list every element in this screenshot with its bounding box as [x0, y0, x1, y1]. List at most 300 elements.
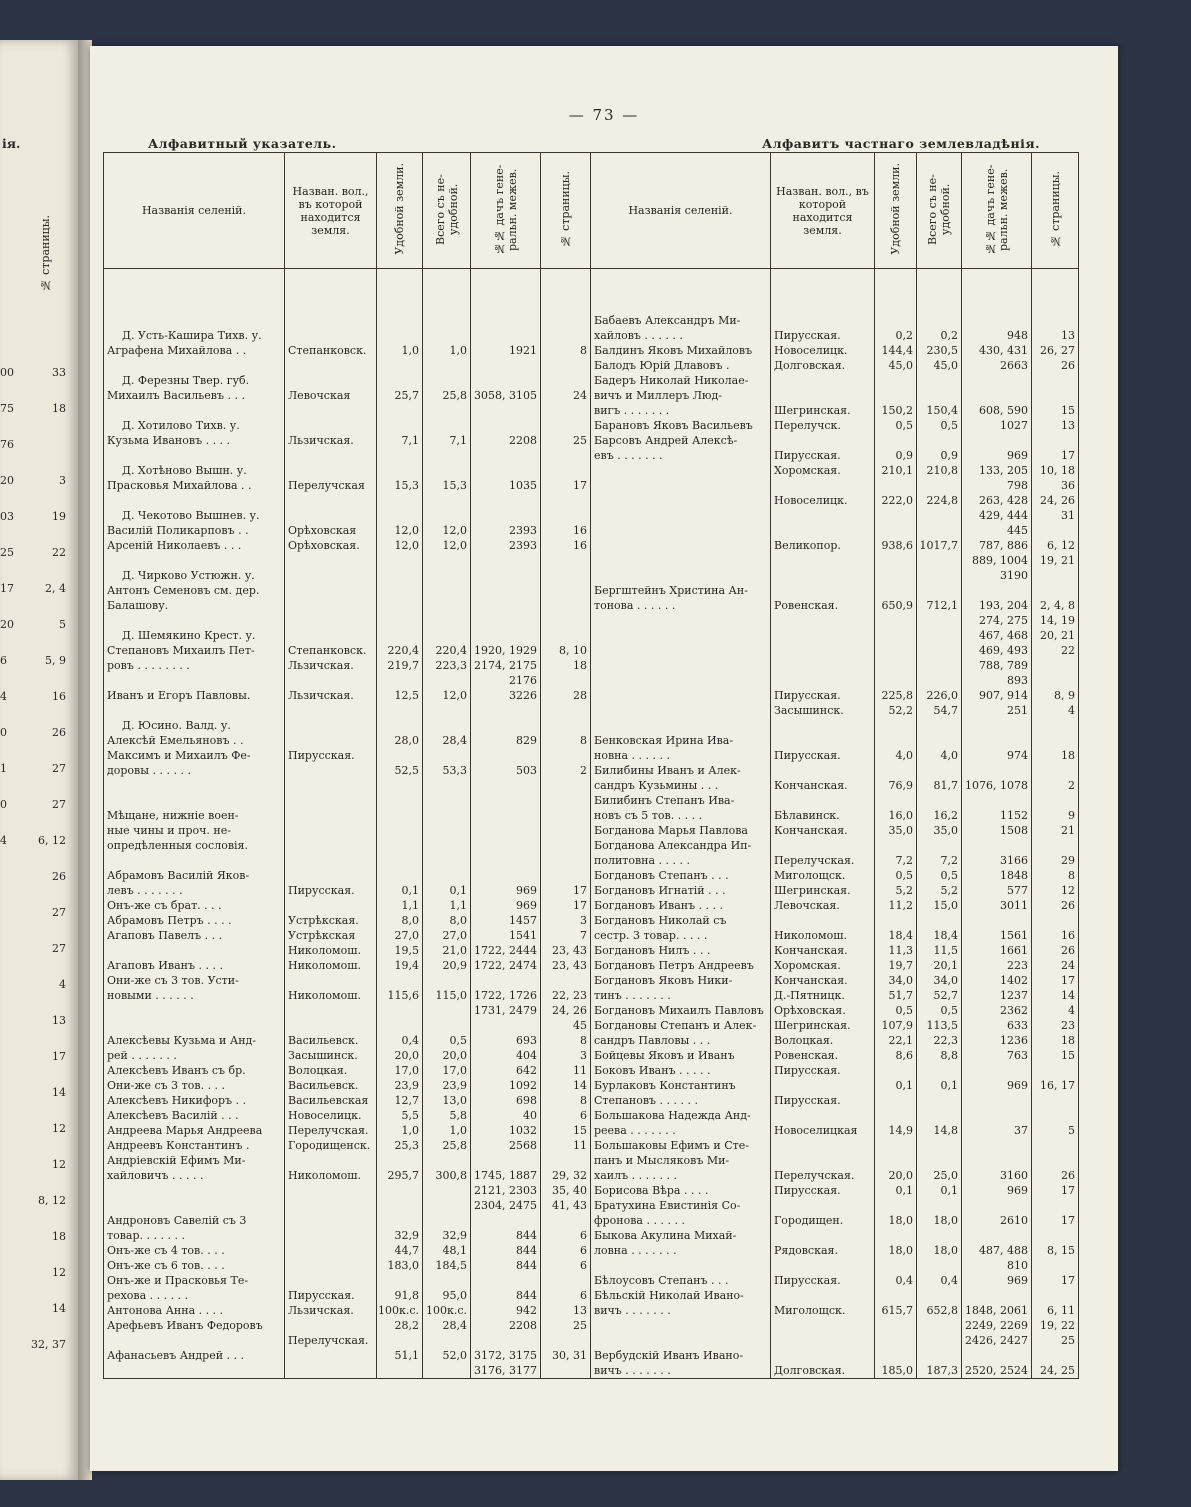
table-cell: 6 — [580, 1229, 587, 1242]
table-cell: 115,6 — [387, 989, 419, 1002]
table-cell — [541, 598, 590, 613]
table-cell: 12,0 — [442, 539, 467, 552]
table-cell: Боковъ Иванъ . . . . . — [594, 1064, 711, 1077]
table-cell: 263, 428 — [979, 494, 1028, 507]
table-cell: Васильевская — [288, 1094, 369, 1107]
previous-page-cell: 26 — [52, 726, 66, 739]
table-cell — [541, 493, 590, 508]
table-cell — [285, 763, 376, 778]
table-cell: ловна . . . . . . . — [594, 1244, 677, 1257]
table-cell — [917, 433, 961, 448]
table-cell: Ровенская. — [774, 1049, 839, 1062]
table-cell: 54,7 — [933, 704, 958, 717]
table-cell: 3160 — [1000, 1169, 1028, 1182]
table-cell — [377, 1213, 422, 1228]
table-cell: 133, 205 — [979, 464, 1028, 477]
table-cell — [377, 823, 422, 838]
previous-page-cell: 8, 12 — [38, 1194, 66, 1207]
table-cell: 0,1 — [449, 884, 467, 897]
table-cell — [771, 523, 874, 538]
table-cell: Долговская. — [774, 1364, 846, 1377]
table-cell: 4 — [1068, 1004, 1075, 1017]
table-cell: 19, 21 — [1040, 554, 1075, 567]
table-cell — [377, 838, 422, 853]
table-cell — [377, 718, 422, 733]
table-cell: 0,5 — [895, 419, 913, 432]
previous-page-cell: 14 — [52, 1302, 66, 1315]
table-cell: 220,4 — [435, 644, 467, 657]
table-cell: Засышинск. — [774, 704, 844, 717]
table-cell: хайловичъ . . . . . — [107, 1169, 204, 1182]
table-cell: 16 — [1061, 929, 1075, 942]
table-cell: 230,5 — [926, 344, 958, 357]
table-cell: Д. Ферезны Твер. губ. — [122, 374, 250, 387]
table-cell — [377, 568, 422, 583]
table-cell — [1032, 1258, 1078, 1273]
table-cell — [104, 403, 284, 418]
col-header-total-left: Всего съ не-удобной. — [423, 153, 471, 269]
table-cell: Барсовъ Андрей Алексѣ- — [594, 434, 738, 447]
table-cell: 948 — [1007, 329, 1028, 342]
table-cell: Перелучская. — [288, 1334, 369, 1347]
table-cell: 11 — [573, 1064, 587, 1077]
table-cell — [423, 1003, 470, 1018]
table-cell — [285, 403, 376, 418]
table-cell: 1541 — [509, 929, 537, 942]
table-cell: 223 — [1007, 959, 1028, 972]
previous-page-cell: 13 — [52, 1014, 66, 1027]
table-cell: 693 — [516, 1034, 537, 1047]
table-cell: 224,8 — [926, 494, 958, 507]
table-cell — [1032, 1063, 1078, 1078]
table-cell: Льзичская. — [288, 1304, 354, 1317]
table-cell — [591, 523, 770, 538]
table-cell — [423, 1333, 470, 1348]
table-cell — [285, 733, 376, 748]
table-cell: новна . . . . . . — [594, 749, 670, 762]
table-cell — [917, 1228, 961, 1243]
table-cell: 19,4 — [394, 959, 419, 972]
previous-page-cell: 12 — [52, 1266, 66, 1279]
table-cell: Миголощск. — [774, 1304, 846, 1317]
table-cell: 22,3 — [933, 1034, 958, 1047]
table-cell — [285, 553, 376, 568]
table-cell — [285, 463, 376, 478]
table-cell: 7,2 — [895, 854, 913, 867]
table-cell: 12,0 — [394, 539, 419, 552]
table-body-row — [104, 269, 1079, 1379]
table-cell: 3058, 3105 — [474, 389, 537, 402]
table-cell — [377, 1183, 422, 1198]
table-cell: Мѣщане, нижніе воен- — [107, 809, 239, 822]
table-cell: Андреева Марья Андреева — [107, 1124, 263, 1137]
table-cell: 3190 — [1000, 569, 1028, 582]
table-cell: 2174, 2175 — [474, 659, 537, 672]
right-names-column — [591, 269, 771, 1379]
table-cell: 144,4 — [881, 344, 913, 357]
table-cell: 26 — [1061, 944, 1075, 957]
table-cell — [285, 1273, 376, 1288]
table-cell — [423, 448, 470, 463]
table-cell: 844 — [516, 1289, 537, 1302]
table-cell: 0,1 — [940, 1079, 958, 1092]
table-cell — [377, 508, 422, 523]
table-cell — [771, 313, 874, 328]
table-cell — [285, 778, 376, 793]
table-cell: 642 — [516, 1064, 537, 1077]
table-cell — [771, 1333, 874, 1348]
table-cell: 26 — [1061, 899, 1075, 912]
table-cell: 16,2 — [933, 809, 958, 822]
table-cell — [377, 598, 422, 613]
previous-page-cell: 20 — [0, 474, 14, 487]
table-cell: Волоцкая. — [288, 1064, 348, 1077]
table-cell: 1,1 — [401, 899, 419, 912]
table-cell — [591, 613, 770, 628]
previous-page-col-label: № страницы. — [39, 215, 52, 292]
table-cell — [377, 1273, 422, 1288]
table-cell — [285, 973, 376, 988]
table-cell: 5,2 — [940, 884, 958, 897]
table-cell: Пирусская. — [774, 1184, 841, 1197]
previous-page-cell: 27 — [52, 762, 66, 775]
table-cell: 1,0 — [449, 1124, 467, 1137]
table-cell — [917, 508, 961, 523]
table-cell: 18 — [1061, 749, 1075, 762]
table-cell: 0,4 — [401, 1034, 419, 1047]
table-cell — [771, 553, 874, 568]
table-cell: Алексѣй Емельяновъ . . — [107, 734, 244, 747]
table-cell — [423, 328, 470, 343]
table-cell: 2393 — [509, 539, 537, 552]
table-cell: Абрамовъ Петръ . . . . — [107, 914, 232, 927]
header-right: Алфавитъ частнаго землевладѣнія. — [762, 136, 1040, 151]
table-cell: 1848, 2061 — [965, 1304, 1028, 1317]
table-cell: 1561 — [1000, 929, 1028, 942]
table-cell: 150,4 — [926, 404, 958, 417]
table-cell: 0,5 — [940, 1004, 958, 1017]
table-cell — [471, 613, 540, 628]
table-cell: 1722, 2474 — [474, 959, 537, 972]
table-cell — [1032, 1093, 1078, 1108]
table-cell — [917, 1198, 961, 1213]
table-cell: 17 — [1061, 1184, 1075, 1197]
table-cell: 1076, 1078 — [965, 779, 1028, 792]
table-cell — [423, 403, 470, 418]
table-cell: 1661 — [1000, 944, 1028, 957]
table-cell: Большаковы Ефимъ и Сте- — [594, 1139, 749, 1152]
table-cell — [471, 808, 540, 823]
table-cell: 18 — [573, 659, 587, 672]
table-cell — [771, 673, 874, 688]
table-cell — [1032, 1198, 1078, 1213]
table-cell: 17,0 — [394, 1064, 419, 1077]
table-cell: Алексѣевъ Иванъ съ бр. — [107, 1064, 246, 1077]
table-cell: новъ съ 5 тов. . . . . — [594, 809, 703, 822]
table-cell: 0,5 — [895, 869, 913, 882]
table-cell: Льзичская. — [288, 434, 354, 447]
table-cell: 1920, 1929 — [474, 644, 537, 657]
index-table — [103, 152, 1079, 1379]
table-cell: 844 — [516, 1259, 537, 1272]
table-cell: 17 — [1061, 1274, 1075, 1287]
col-header-dachas-right: №№ дачъ гене-ральн. межев. — [962, 153, 1032, 269]
table-cell: Новоселицк. — [288, 1109, 362, 1122]
table-cell — [377, 1153, 422, 1168]
table-cell — [104, 673, 284, 688]
table-cell — [1032, 1108, 1078, 1123]
table-cell: 3172, 3175 — [474, 1349, 537, 1362]
table-cell: 1731, 2479 — [474, 1004, 537, 1017]
table-cell: Балодъ Юрій Длавовъ . — [594, 359, 730, 372]
table-cell: 5,2 — [895, 884, 913, 897]
right-pages-column — [1032, 269, 1079, 1379]
table-cell: 788, 789 — [979, 659, 1028, 672]
table-cell — [917, 1258, 961, 1273]
table-cell: 22, 23 — [552, 989, 587, 1002]
table-cell: 8 — [1068, 869, 1075, 882]
table-cell — [771, 793, 874, 808]
table-cell — [771, 733, 874, 748]
table-cell: сандръ Павловы . . . — [594, 1034, 711, 1047]
table-cell — [471, 778, 540, 793]
table-cell — [541, 373, 590, 388]
table-cell — [1032, 733, 1078, 748]
table-cell — [471, 1333, 540, 1348]
table-cell: Степановъ . . . . . . — [594, 1094, 699, 1107]
table-cell: Орѣховская — [288, 524, 357, 537]
table-cell — [771, 658, 874, 673]
table-cell — [875, 1228, 916, 1243]
table-cell: 8 — [580, 1094, 587, 1107]
table-cell — [875, 1108, 916, 1123]
table-cell — [541, 1273, 590, 1288]
table-cell: Богдановъ Степанъ . . . — [594, 869, 729, 882]
table-cell — [285, 613, 376, 628]
table-cell — [1032, 373, 1078, 388]
table-cell — [377, 868, 422, 883]
table-cell: новыми . . . . . . — [107, 989, 194, 1002]
table-cell: Богдановъ Иванъ . . . . — [594, 899, 724, 912]
table-cell: 608, 590 — [979, 404, 1028, 417]
table-cell — [471, 583, 540, 598]
table-cell — [285, 898, 376, 913]
table-cell: 40 — [523, 1109, 537, 1122]
table-cell — [285, 568, 376, 583]
table-cell: 1921 — [509, 344, 537, 357]
table-cell — [962, 1093, 1031, 1108]
table-cell: 193, 204 — [979, 599, 1028, 612]
table-cell: 222,0 — [881, 494, 913, 507]
table-cell: Рядовская. — [774, 1244, 838, 1257]
table-cell: Пирусская. — [774, 329, 841, 342]
table-cell: 938,6 — [881, 539, 913, 552]
table-cell — [917, 583, 961, 598]
table-cell: политовна . . . . . — [594, 854, 691, 867]
table-cell — [875, 1198, 916, 1213]
table-cell: 0,5 — [895, 1004, 913, 1017]
table-cell: Бѣльскій Николай Ивано- — [594, 1289, 744, 1302]
table-cell: 20,9 — [442, 959, 467, 972]
table-cell: 467, 468 — [979, 629, 1028, 642]
table-cell: Пирусская. — [774, 749, 841, 762]
table-cell: 17,0 — [442, 1064, 467, 1077]
table-cell: Бергштейнъ Христина Ан- — [594, 584, 748, 597]
table-cell — [917, 733, 961, 748]
table-cell: 4,0 — [940, 749, 958, 762]
table-cell: 29 — [1061, 854, 1075, 867]
table-cell: 25,7 — [394, 389, 419, 402]
table-cell: панъ и Мысляковъ Ми- — [594, 1154, 730, 1167]
table-cell: Абрамовъ Василій Яков- — [107, 869, 250, 882]
table-cell: 23, 43 — [552, 959, 587, 972]
table-cell — [771, 583, 874, 598]
table-cell: Пирусская. — [774, 689, 841, 702]
table-cell: 3166 — [1000, 854, 1028, 867]
table-cell: Д. Усть-Кашира Тихв. у. — [122, 329, 262, 342]
table-cell: 13,0 — [442, 1094, 467, 1107]
table-cell: 429, 444 — [979, 509, 1028, 522]
table-cell — [285, 853, 376, 868]
table-cell — [541, 838, 590, 853]
table-cell — [875, 643, 916, 658]
table-cell: Аграфена Михайлова . . — [107, 344, 247, 357]
table-cell — [541, 868, 590, 883]
table-cell: 17 — [1061, 974, 1075, 987]
table-cell: реева . . . . . . . — [594, 1124, 676, 1137]
previous-page-cell: 4 — [59, 978, 66, 991]
table-cell: 48,1 — [442, 1244, 467, 1257]
table-cell: 100к.с. — [425, 1304, 467, 1317]
table-cell — [423, 598, 470, 613]
table-cell — [917, 673, 961, 688]
table-cell: 1,0 — [401, 344, 419, 357]
table-cell: 810 — [1007, 1259, 1028, 1272]
table-cell: 1032 — [509, 1124, 537, 1137]
table-cell: 1,1 — [449, 899, 467, 912]
table-cell — [541, 973, 590, 988]
table-cell: 1237 — [1000, 989, 1028, 1002]
table-cell: 187,3 — [926, 1364, 958, 1377]
table-cell: Онъ-же съ 6 тов. . . . — [107, 1259, 225, 1272]
table-cell — [423, 793, 470, 808]
table-cell: Д. Чирково Устюжн. у. — [122, 569, 255, 582]
table-cell: 14,9 — [888, 1124, 913, 1137]
table-cell — [591, 568, 770, 583]
table-cell: 18 — [1061, 1034, 1075, 1047]
table-cell: 11,2 — [888, 899, 913, 912]
table-cell: 24 — [573, 389, 587, 402]
table-cell: ные чины и проч. не- — [107, 824, 231, 837]
table-cell — [875, 718, 916, 733]
table-cell: Новоселицкая — [774, 1124, 858, 1137]
table-cell: 107,9 — [881, 1019, 913, 1032]
table-cell: 1,0 — [401, 1124, 419, 1137]
table-cell — [471, 838, 540, 853]
table-cell: 0,2 — [895, 329, 913, 342]
table-cell — [541, 568, 590, 583]
table-cell: Богдановъ Петръ Андреевъ — [594, 959, 754, 972]
table-cell: 17 — [573, 884, 587, 897]
table-cell: левъ . . . . . . . — [107, 884, 183, 897]
table-cell — [471, 718, 540, 733]
table-cell: 8, 15 — [1047, 1244, 1075, 1257]
table-cell — [423, 613, 470, 628]
table-cell: Д.-Пятницк. — [774, 989, 845, 1002]
table-cell — [875, 478, 916, 493]
table-cell: 430, 431 — [979, 344, 1028, 357]
table-cell — [1032, 433, 1078, 448]
table-cell — [1032, 568, 1078, 583]
table-cell — [875, 1318, 916, 1333]
table-cell: Устрѣкская. — [288, 914, 359, 927]
table-cell: Арсеній Николаевъ . . . — [107, 539, 242, 552]
previous-page-cell: 5 — [59, 618, 66, 631]
table-cell — [917, 1318, 961, 1333]
table-cell — [591, 703, 770, 718]
previous-page-cell: 00 — [0, 366, 14, 379]
table-cell: Д. Хотѣново Вышн. у. — [122, 464, 247, 477]
table-cell: 1722, 2444 — [474, 944, 537, 957]
table-cell — [104, 1018, 284, 1033]
table-cell: 13 — [573, 1304, 587, 1317]
table-cell: 404 — [516, 1049, 537, 1062]
table-cell — [285, 823, 376, 838]
table-cell — [471, 328, 540, 343]
table-cell — [423, 853, 470, 868]
table-cell — [917, 1153, 961, 1168]
col-header-pages-left: № страницы. — [541, 153, 591, 269]
table-cell — [541, 1153, 590, 1168]
table-cell: 0,5 — [940, 869, 958, 882]
table-cell — [962, 1138, 1031, 1153]
table-cell — [771, 508, 874, 523]
previous-page-cell: 5, 9 — [45, 654, 66, 667]
table-cell — [285, 508, 376, 523]
table-cell: 12,0 — [442, 524, 467, 537]
table-cell — [875, 628, 916, 643]
table-cell: Пирусская. — [288, 749, 355, 762]
table-cell: 19,7 — [888, 959, 913, 972]
table-cell: 300,8 — [435, 1169, 467, 1182]
table-cell: 2663 — [1000, 359, 1028, 372]
table-cell: 17 — [573, 479, 587, 492]
table-cell — [875, 1348, 916, 1363]
table-cell: Балдинъ Яковъ Михайловъ — [594, 344, 753, 357]
previous-page-fragment — [0, 40, 78, 1480]
document-page — [90, 46, 1118, 1471]
table-cell: 81,7 — [933, 779, 958, 792]
table-cell — [1032, 1288, 1078, 1303]
table-cell: 25 — [1061, 1334, 1075, 1347]
table-cell — [423, 508, 470, 523]
table-cell — [471, 463, 540, 478]
table-cell: 24, 25 — [1040, 1364, 1075, 1377]
table-cell — [377, 553, 422, 568]
table-cell: 969 — [1007, 1184, 1028, 1197]
table-cell: Билибины Иванъ и Алек- — [594, 764, 741, 777]
table-cell: тонова . . . . . . — [594, 599, 676, 612]
table-cell: 5,5 — [401, 1109, 419, 1122]
table-cell: 28,4 — [442, 1319, 467, 1332]
table-cell — [471, 748, 540, 763]
table-cell: 6 — [580, 1259, 587, 1272]
table-cell: 150,2 — [881, 404, 913, 417]
table-cell: 28,0 — [394, 734, 419, 747]
table-cell: 52,5 — [394, 764, 419, 777]
table-cell — [471, 448, 540, 463]
table-cell: 34,0 — [888, 974, 913, 987]
